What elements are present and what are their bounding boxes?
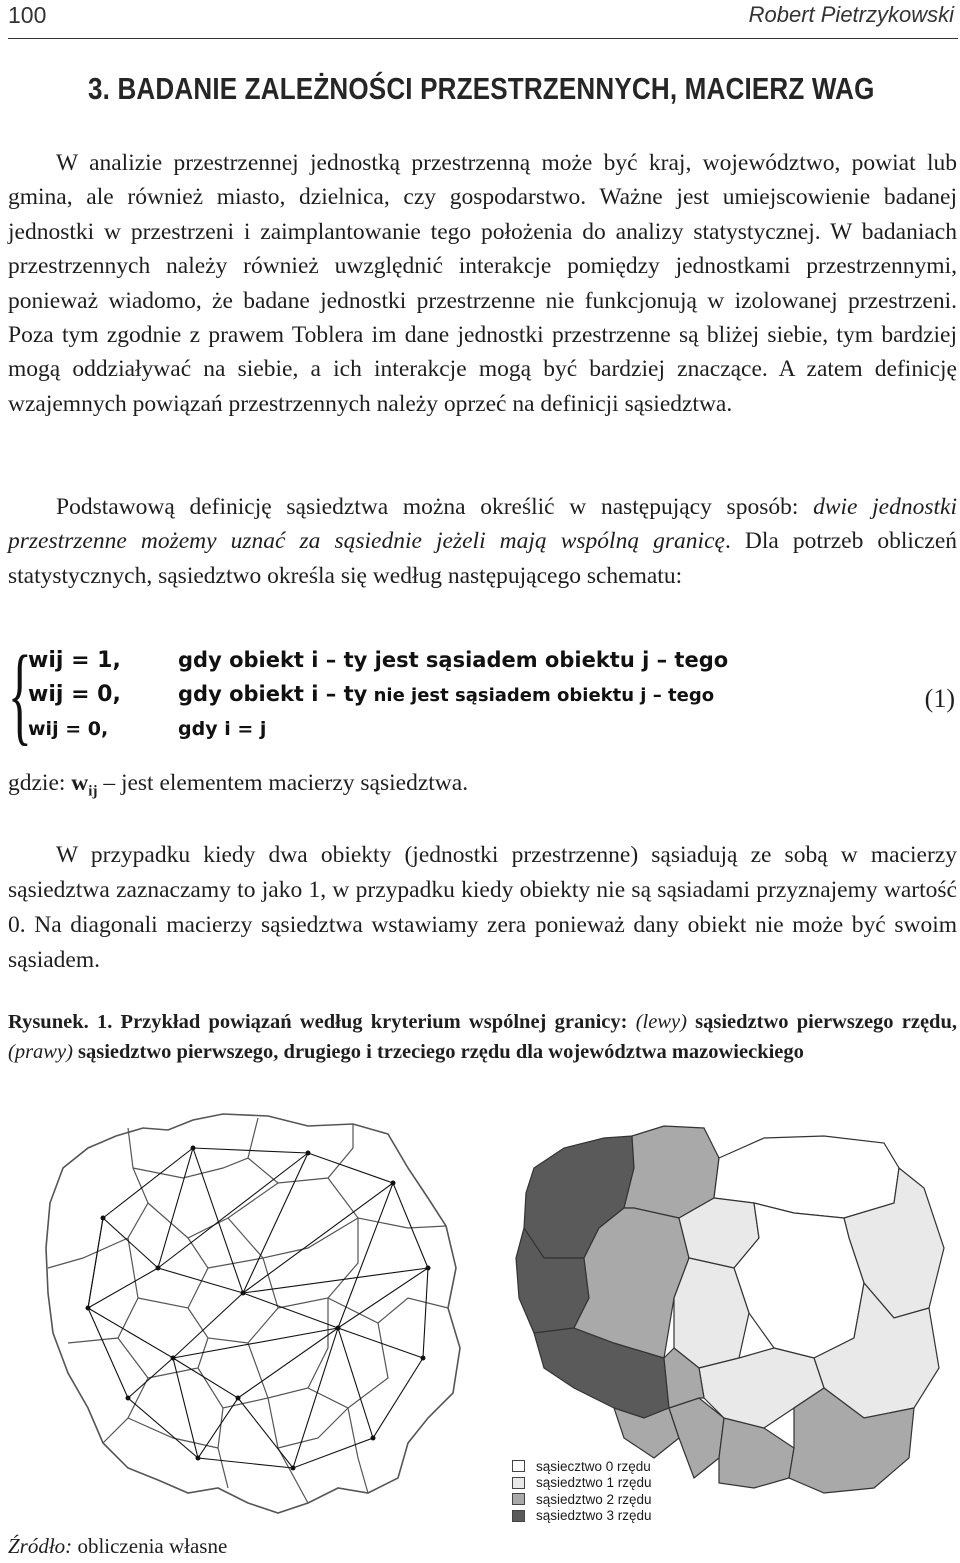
- formula-row-1-rhs: gdy obiekt i – ty jest sąsiadem obiektu j – tego: [178, 648, 729, 672]
- legend-swatch-order-0: [512, 1460, 525, 1472]
- legend-item-order-1: [512, 1475, 652, 1492]
- body-paragraph-3: W przypadku kiedy dwa obiekty (jednostki przestrzenne) sąsiadują ze sobą w macierzy sąsiedztwa zaznaczamy to jako 1, w przypadku kiedy obiekty nie są sąsiadami przyznajemy wartość 0. Na diagonali macierzy sąsiedztwa wstawiamy zera ponieważ dany obiekt nie może być swoim sąsiadem.: [8, 842, 957, 973]
- legend-swatch-order-2: [512, 1493, 525, 1505]
- legend-swatch-order-3: [512, 1510, 525, 1522]
- formula-row-3-rhs: gdy i = j: [178, 718, 267, 740]
- caption-right-label: (prawy): [8, 1040, 73, 1063]
- figure-caption: [8, 1008, 957, 1067]
- formula-row-3-lhs: wij = 0,: [28, 718, 109, 740]
- caption-part-2: sąsiedztwo pierwszego rzędu,: [686, 1011, 957, 1033]
- running-header: [8, 0, 958, 39]
- legend-label-order-3: sąsiedztwo 3 rzędu: [536, 1508, 652, 1524]
- left-brace: {: [8, 633, 32, 755]
- where-text: – jest elementem macierzy sąsiedztwa.: [97, 770, 469, 796]
- figure-source: [8, 1534, 227, 1559]
- where-prefix: gdzie:: [8, 770, 72, 796]
- neighbour-links: [88, 1148, 428, 1468]
- voivodeship-borders: [46, 1114, 460, 1513]
- formula-1: [8, 633, 957, 755]
- w-symbol: w: [71, 770, 89, 796]
- w-subscript: ij: [88, 783, 98, 800]
- page-number: 100: [8, 2, 47, 28]
- caption-part-1: Rysunek. 1. Przykład powiązań według kryterium wspólnej granicy:: [8, 1011, 636, 1033]
- legend-swatch-order-1: [512, 1477, 525, 1489]
- section-title: 3. BADANIE ZALEŻNOŚCI PRZESTRZENNYCH, MACIERZ WAG: [88, 71, 875, 106]
- body-paragraph-1: W analizie przestrzennej jednostką przestrzenną może być kraj, województwo, powiat lub gmina, ale również miasto, dzielnica, czy gospodarstwo. Ważne jest umiejscowienie badanej jednostki w przestrzeni i zaimplantowanie tego położenia do analizy statystycznej. W badaniach przestrzennych należy również uwzględnić interakcje pomiędzy jednostkami przestrzennymi, ponieważ wiadomo, że badane jednostki przestrzenne nie funkcjonują w izolowanej przestrzeni. Poza tym zgodnie z prawem Toblera im dane jednostki przestrzenne są bliżej siebie, tym bardziej mogą oddziaływać na siebie, a ich interakcje mogą być bardziej znaczące. A zatem definicję wzajemnych powiązań przestrzennych należy oprzeć na definicji sąsiedztwa.: [8, 150, 957, 417]
- region-malopolskie: [719, 1418, 794, 1488]
- formula-row-2: [28, 682, 714, 707]
- formula-row-1: [28, 648, 728, 673]
- body-paragraph-2: [8, 490, 957, 593]
- legend-item-order-2: [512, 1491, 652, 1508]
- formula-row-2-rhs-a: gdy obiekt i – ty: [178, 682, 368, 706]
- source-text: obliczenia własne: [72, 1534, 228, 1558]
- legend-item-order-0: [512, 1458, 652, 1475]
- paragraph-2-end: . Dla potrzeb obliczeń statystycznych, sąsiedztwo określa się według następującego schematu:: [8, 528, 958, 589]
- legend-item-order-3: [512, 1508, 652, 1525]
- legend-label-order-0: sąsieсztwo 0 rzędu: [536, 1458, 651, 1474]
- neighbourhood-graph-map: [8, 1108, 468, 1528]
- caption-left-label: (lewy): [635, 1011, 687, 1033]
- formula-row-1-lhs: wij = 1,: [28, 648, 121, 673]
- formula-explanation: [8, 770, 468, 801]
- neighbourhood-definition: dwie jednostki przestrzenne możemy uznać za sąsiednie jeżeli mają wspólną granicę: [8, 494, 957, 555]
- equation-number: (1): [924, 684, 955, 713]
- formula-row-3: [28, 718, 266, 740]
- legend-label-order-1: sąsiedztwo 1 rzędu: [536, 1475, 652, 1491]
- formula-row-2-lhs: wij = 0,: [28, 682, 121, 707]
- paragraph-2-start: Podstawową definicję sąsiedztwa można określić w następujący sposób:: [56, 494, 814, 520]
- formula-row-2-rhs-b: nie jest sąsiadem obiektu j – tego: [367, 685, 715, 706]
- caption-part-3: sąsiedztwo pierwszego, drugiego i trzeciego rzędu dla województwa mazowieckiego: [72, 1040, 804, 1063]
- legend-label-order-2: sąsiedztwo 2 rzędu: [536, 1491, 652, 1507]
- map-legend: [512, 1458, 652, 1524]
- source-label: Źródło:: [8, 1534, 73, 1558]
- running-author: Robert Pietrzykowski: [748, 2, 954, 27]
